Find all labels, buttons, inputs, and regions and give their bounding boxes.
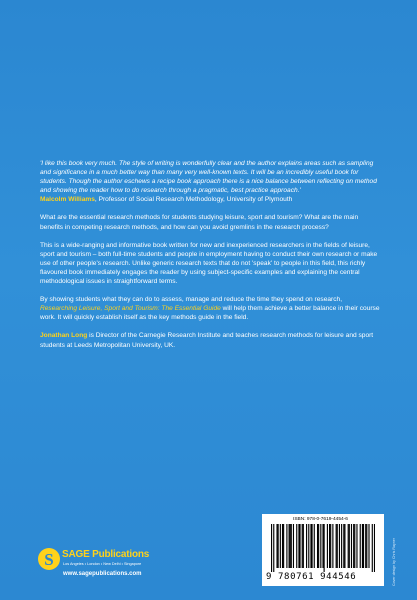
- barcode-bar: [273, 524, 274, 572]
- barcode-bar: [282, 524, 283, 568]
- barcode-bar: [296, 524, 297, 568]
- author-bio: [40, 331, 380, 349]
- barcode-bar: [362, 524, 363, 568]
- barcode-bar: [291, 524, 292, 568]
- barcode-bar: [372, 524, 373, 572]
- barcode-bars: [271, 524, 375, 572]
- barcode-bar: [289, 524, 290, 568]
- intro-paragraph: What are the essential research methods for students studying leisure, sport and tourism? What are the main benefits in competing research methods, and how can you avoid gremlins in the research process?: [40, 214, 359, 231]
- barcode-bar: [353, 524, 354, 568]
- benefits-text-before: By showing students what they can do to assess, manage and reduce the time they spend on research,: [40, 296, 343, 304]
- barcode-bar: [271, 524, 272, 572]
- barcode-bar: [314, 524, 315, 568]
- isbn-barcode: [262, 514, 384, 586]
- barcode-bar: [368, 524, 369, 568]
- review-quote: 'I like this book very much. The style of writing is wonderfully clear and the author explains areas such as sampling and significance in a much better way than many very well-known texts. It will be an incredibly useful book for students. Though the author eschews a recipe book approach there is a nice balance between reflecting on method and showing the reader how to do research through a pragmatic, best practice approach.': [40, 160, 377, 195]
- barcode-bar: [337, 524, 338, 568]
- barcode-bar: [343, 524, 344, 568]
- barcode-bar: [303, 524, 304, 568]
- benefits-text-after: will help them achieve a better balance in their course work. It will quickly establish itself as the key methods guide in the field.: [40, 305, 380, 322]
- barcode-bar: [363, 524, 364, 568]
- barcode-bar: [356, 524, 357, 568]
- reviewer-title: , Professor of Social Research Methodology, University of Plymouth: [94, 196, 293, 204]
- barcode-bar: [299, 524, 300, 568]
- author-bio-text: is Director of the Carnegie Research Institute and teaches research methods for leisure and sport students at Leeds Metropolitan University, UK.: [40, 332, 374, 349]
- barcode-bar: [283, 524, 284, 568]
- publisher-url: www.sagepublications.com: [63, 571, 142, 577]
- author-name: Jonathan Long: [40, 332, 88, 340]
- barcode-bar: [329, 524, 330, 568]
- barcode-bar: [308, 524, 309, 568]
- barcode-bar: [293, 524, 294, 568]
- barcode-bar: [302, 524, 303, 568]
- barcode-bar: [280, 524, 281, 568]
- barcode-bar: [318, 524, 319, 568]
- barcode-bar: [339, 524, 340, 568]
- barcode-bar: [310, 524, 311, 568]
- barcode-bar: [354, 524, 355, 568]
- barcode-bar: [344, 524, 345, 568]
- barcode-bar: [348, 524, 349, 568]
- barcode-bar: [330, 524, 331, 568]
- barcode-bar: [365, 524, 366, 568]
- barcode-bar: [324, 524, 325, 572]
- barcode-bar: [360, 524, 361, 568]
- barcode-bar: [366, 524, 367, 568]
- benefits-paragraph: [40, 295, 380, 322]
- reviewer-name: Malcolm Williams: [40, 196, 95, 204]
- barcode-bar: [332, 524, 333, 568]
- barcode-bar: [286, 524, 287, 568]
- barcode-bar: [327, 524, 328, 568]
- description-paragraph: This is a wide-ranging and informative book written for new and inexperienced researchers in the fields of leisure, sport and tourism – both full-time students and people in employment having to conduct their own research or make use of other people's research. Unlike generic research texts that do not 'speak' to people in this field, this richly flavoured book immediately engages the reader by using subject-specific examples and explaining the central methodological issues in straightforward terms.: [40, 241, 378, 286]
- cover-text: [40, 159, 380, 359]
- review-attribution: [40, 195, 380, 204]
- barcode-bar: [322, 524, 323, 568]
- barcode-bar: [320, 524, 321, 568]
- barcode-digits: 9 780761 944546: [266, 572, 357, 582]
- publisher-cities: Los Angeles • London • New Delhi • Singapore: [63, 562, 142, 566]
- barcode-bar: [374, 524, 375, 572]
- barcode-bar: [298, 524, 299, 568]
- barcode-bar: [336, 524, 337, 568]
- sage-logo-icon: [38, 548, 60, 570]
- barcode-bar: [278, 524, 279, 568]
- book-title: Researching Leisure, Sport and Tourism: The Essential Guide: [40, 305, 221, 313]
- barcode-bar: [312, 524, 313, 568]
- barcode-bar: [306, 524, 307, 568]
- publisher-name: SAGE Publications: [62, 549, 150, 560]
- logo-letter: S: [44, 549, 54, 569]
- barcode-bar: [349, 524, 350, 568]
- barcode-bar: [341, 524, 342, 568]
- barcode-bar: [290, 524, 291, 568]
- cover-design-credit: Cover design by Chris Rayner: [392, 538, 396, 586]
- isbn-label: ISBN: 978-0-7619-4454-6: [293, 517, 348, 522]
- publisher-logo: [38, 548, 158, 582]
- barcode-bar: [276, 524, 277, 568]
- barcode-bar: [317, 524, 318, 568]
- barcode-bar: [351, 524, 352, 568]
